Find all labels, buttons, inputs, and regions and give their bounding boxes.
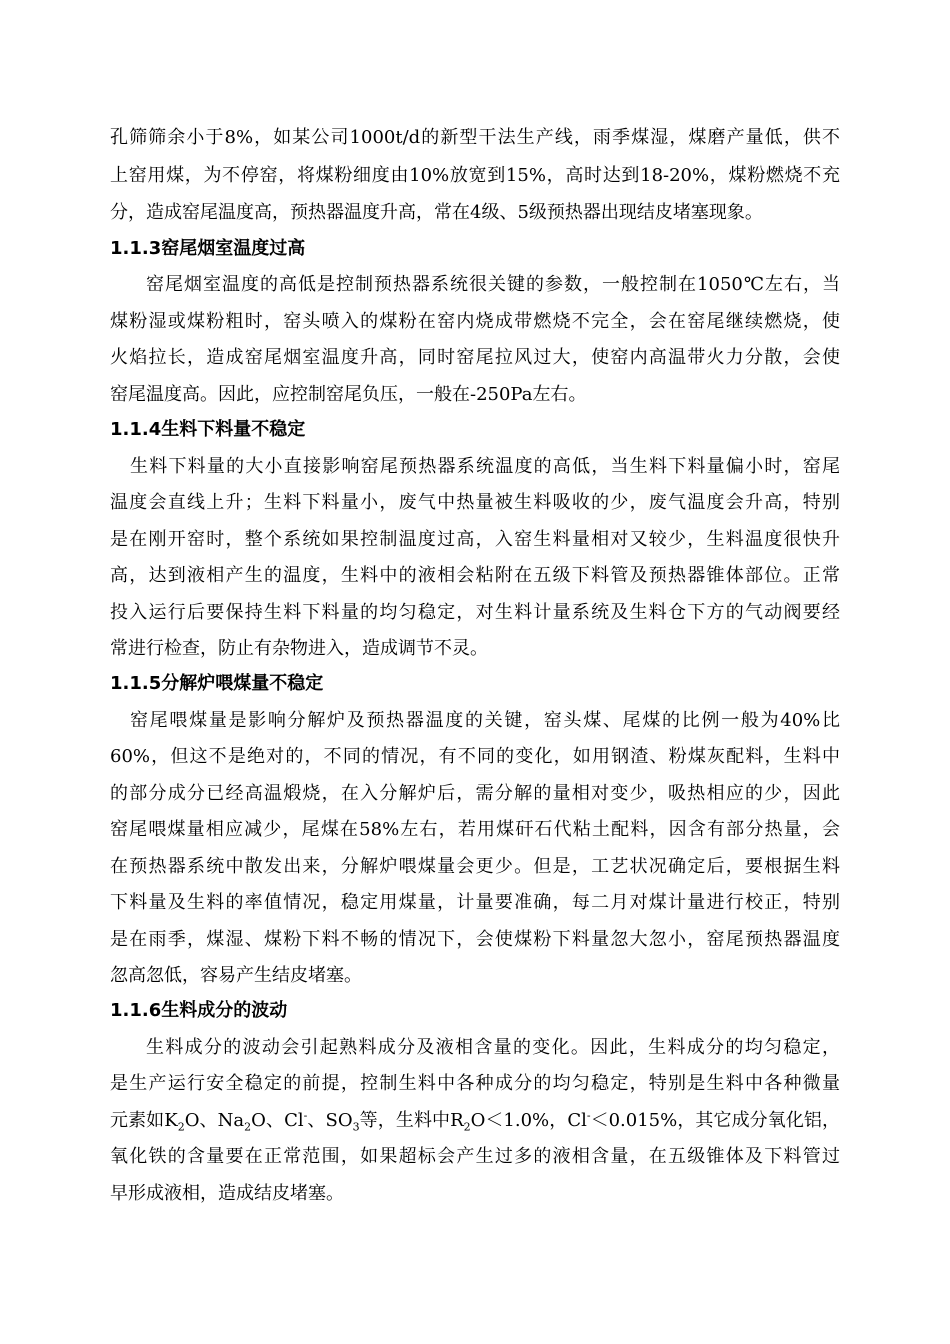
section-heading: 1.1.5分解炉喂煤量不稳定 <box>110 673 324 694</box>
text-run: 元素如K <box>110 1110 178 1131</box>
superscript: - <box>303 1109 308 1122</box>
paragraph-line: 早形成液相，造成结皮堵塞。 <box>110 1183 344 1204</box>
text-run: 、SO <box>307 1110 353 1131</box>
paragraph-line: 是在刚开窑时，整个系统如果控制温度过高，入窑生料量相对又较少，生料温度很快升 <box>110 529 840 550</box>
paragraph-line: 高，达到液相产生的温度，生料中的液相会粘附在五级下料管及预热器锥体部位。正常 <box>110 565 840 586</box>
subscript: 3 <box>352 1120 360 1134</box>
paragraph-line: 孔筛筛余小于8%，如某公司1000t/d的新型干法生产线，雨季煤湿，煤磨产量低，供不 <box>110 127 840 148</box>
paragraph-line: 窑尾烟室温度的高低是控制预热器系统很关键的参数，一般控制在1050℃左右，当 <box>146 274 840 295</box>
paragraph-line: 上窑用煤，为不停窑，将煤粉细度由10%放宽到15%，高时达到18-20%，煤粉燃烧不充 <box>110 165 840 186</box>
text-run: O、Cl <box>251 1110 304 1131</box>
paragraph-line: 60%，但这不是绝对的，不同的情况，有不同的变化，如用钢渣、粉煤灰配料，生料中 <box>110 746 840 767</box>
paragraph-line: 投入运行后要保持生料下料量的均匀稳定，对生料计量系统及生料仓下方的气动阀要经 <box>110 602 840 623</box>
subscript: 2 <box>177 1120 185 1134</box>
subscript: 2 <box>244 1120 252 1134</box>
paragraph-line: 下料量及生料的率值情况，稳定用煤量，计量要准确，每二月对煤计量进行校正，特别 <box>110 892 840 913</box>
text-run: O、Na <box>184 1110 245 1131</box>
paragraph-line: 是生产运行安全稳定的前提，控制生料中各种成分的均匀稳定，特别是生料中各种微量 <box>110 1073 840 1094</box>
paragraph-line: 是在雨季，煤湿、煤粉下料不畅的情况下，会使煤粉下料量忽大忽小，窑尾预热器温度 <box>110 929 840 950</box>
paragraph-line: 的部分成分已经高温煅烧，在入分解炉后，需分解的量相对变少，吸热相应的少，因此 <box>110 783 840 804</box>
paragraph-line: 生料下料量的大小直接影响窑尾预热器系统温度的高低，当生料下料量偏小时，窑尾 <box>130 456 840 477</box>
superscript: - <box>586 1109 591 1122</box>
text-run: O＜1.0%，Cl <box>470 1110 587 1131</box>
paragraph-line: 窑尾温度高。因此，应控制窑尾负压，一般在-250Pa左右。 <box>110 384 587 405</box>
paragraph-line: 氧化铁的含量要在正常范围，如果超标会产生过多的液相含量，在五级锥体及下料管过 <box>110 1146 840 1167</box>
paragraph-line-with-formulas <box>110 1109 840 1133</box>
paragraph-line: 窑尾喂煤量是影响分解炉及预热器温度的关键，窑头煤、尾煤的比例一般为40%比 <box>130 710 840 731</box>
paragraph-line: 在预热器系统中散发出来，分解炉喂煤量会更少。但是，工艺状况确定后，要根据生料 <box>110 856 840 877</box>
paragraph-line: 生料成分的波动会引起熟料成分及液相含量的变化。因此，生料成分的均匀稳定， <box>146 1037 840 1058</box>
paragraph-line: 火焰拉长，造成窑尾烟室温度升高，同时窑尾拉风过大，使窑内高温带火力分散，会使 <box>110 347 840 368</box>
paragraph-line: 窑尾喂煤量相应减少，尾煤在58%左右，若用煤矸石代粘土配料，因含有部分热量，会 <box>110 819 840 840</box>
paragraph-line: 忽高忽低，容易产生结皮堵塞。 <box>110 965 362 986</box>
subscript: 2 <box>463 1120 471 1134</box>
paragraph-line: 常进行检查，防止有杂物进入，造成调节不灵。 <box>110 638 488 659</box>
section-heading: 1.1.4生料下料量不稳定 <box>110 419 306 440</box>
text-run: 等，生料中R <box>359 1110 464 1131</box>
text-run: ＜0.015%，其它成分氧化铝， <box>590 1110 841 1131</box>
paragraph-line: 分，造成窑尾温度高，预热器温度升高，常在4级、5级预热器出现结皮堵塞现象。 <box>110 202 763 223</box>
section-heading: 1.1.6生料成分的波动 <box>110 1000 288 1021</box>
paragraph-line: 煤粉湿或煤粉粗时，窑头喷入的煤粉在窑内烧成带燃烧不完全，会在窑尾继续燃烧，使 <box>110 311 840 332</box>
paragraph-line: 温度会直线上升；生料下料量小，废气中热量被生料吸收的少，废气温度会升高，特别 <box>110 492 840 513</box>
section-heading: 1.1.3窑尾烟室温度过高 <box>110 238 306 259</box>
